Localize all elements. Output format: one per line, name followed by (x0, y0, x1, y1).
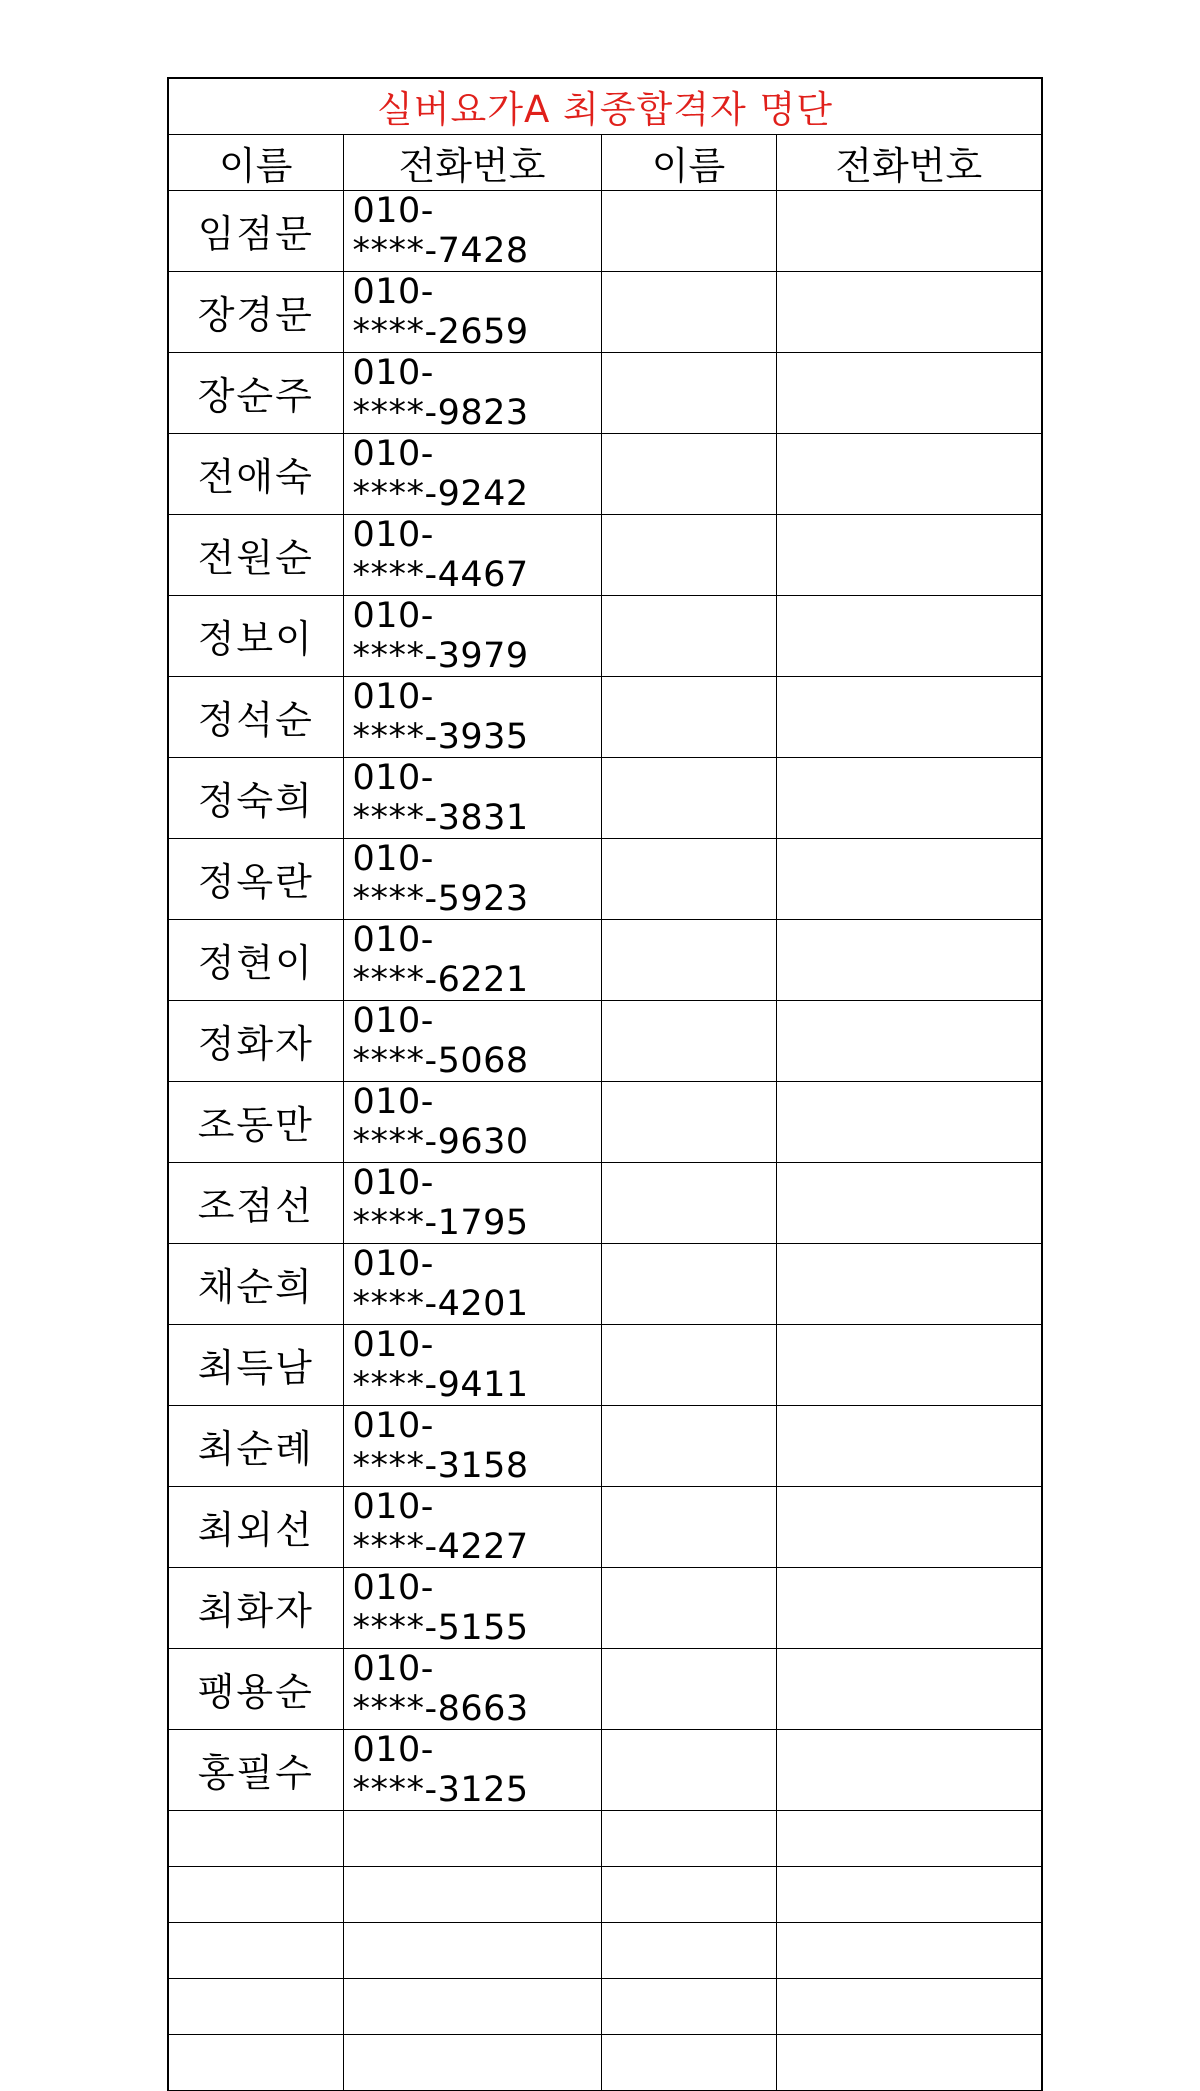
row-phone: 010-****-3979 (343, 595, 601, 676)
empty-cell (601, 1243, 776, 1324)
empty-cell (601, 1000, 776, 1081)
table-row (168, 919, 1042, 1000)
empty-cell (601, 2034, 776, 2090)
empty-cell (601, 1486, 776, 1567)
empty-row (168, 1922, 1042, 1978)
empty-cell (776, 757, 1042, 838)
row-phone: 010-****-7428 (343, 190, 601, 271)
table-row (168, 271, 1042, 352)
row-name: 최순례 (168, 1405, 343, 1486)
empty-cell (601, 1978, 776, 2034)
empty-cell (601, 1567, 776, 1648)
title-row (168, 78, 1042, 134)
table-row (168, 1729, 1042, 1810)
row-name: 최화자 (168, 1567, 343, 1648)
row-phone: 010-****-9630 (343, 1081, 601, 1162)
empty-cell (601, 838, 776, 919)
empty-row (168, 1978, 1042, 2034)
table-row (168, 1567, 1042, 1648)
empty-cell (776, 2034, 1042, 2090)
row-name: 임점문 (168, 190, 343, 271)
empty-cell (601, 1081, 776, 1162)
row-name: 전원순 (168, 514, 343, 595)
empty-cell (776, 190, 1042, 271)
row-name: 전애숙 (168, 433, 343, 514)
empty-cell (601, 433, 776, 514)
row-phone: 010-****-8663 (343, 1648, 601, 1729)
roster-sheet (167, 77, 1041, 1810)
empty-cell (601, 1729, 776, 1810)
row-name: 채순희 (168, 1243, 343, 1324)
empty-cell (776, 676, 1042, 757)
table-row (168, 1324, 1042, 1405)
row-phone: 010-****-3158 (343, 1405, 601, 1486)
empty-cell (601, 595, 776, 676)
empty-cell (601, 1324, 776, 1405)
table-row (168, 838, 1042, 919)
header-name-2: 이름 (601, 134, 776, 190)
empty-cell (776, 1648, 1042, 1729)
empty-cell (601, 514, 776, 595)
row-name: 정현이 (168, 919, 343, 1000)
empty-cell (601, 676, 776, 757)
row-phone: 010-****-5068 (343, 1000, 601, 1081)
roster-body (168, 190, 1042, 2090)
table-row (168, 1405, 1042, 1486)
row-name: 장순주 (168, 352, 343, 433)
table-row (168, 1486, 1042, 1567)
empty-cell (776, 595, 1042, 676)
empty-cell (776, 1866, 1042, 1922)
row-name: 정석순 (168, 676, 343, 757)
empty-cell (776, 1000, 1042, 1081)
empty-cell (168, 1866, 343, 1922)
empty-cell (601, 1866, 776, 1922)
empty-cell (601, 1810, 776, 1866)
row-phone: 010-****-4227 (343, 1486, 601, 1567)
empty-cell (776, 919, 1042, 1000)
empty-cell (601, 1648, 776, 1729)
empty-cell (776, 433, 1042, 514)
empty-cell (168, 1922, 343, 1978)
row-phone: 010-****-4467 (343, 514, 601, 595)
empty-cell (776, 1243, 1042, 1324)
table-row (168, 514, 1042, 595)
row-phone: 010-****-5155 (343, 1567, 601, 1648)
row-phone: 010-****-3935 (343, 676, 601, 757)
empty-cell (601, 1162, 776, 1243)
table-row (168, 1081, 1042, 1162)
roster-table (167, 77, 1043, 2091)
table-row (168, 190, 1042, 271)
empty-row (168, 1810, 1042, 1866)
table-row (168, 1648, 1042, 1729)
empty-cell (343, 1978, 601, 2034)
empty-cell (601, 1405, 776, 1486)
row-phone: 010-****-2659 (343, 271, 601, 352)
empty-cell (776, 1810, 1042, 1866)
empty-cell (601, 190, 776, 271)
empty-cell (776, 1405, 1042, 1486)
row-name: 장경문 (168, 271, 343, 352)
table-row (168, 676, 1042, 757)
empty-cell (776, 271, 1042, 352)
empty-cell (343, 1922, 601, 1978)
table-row (168, 595, 1042, 676)
empty-cell (776, 1729, 1042, 1810)
empty-cell (776, 1922, 1042, 1978)
table-row (168, 1243, 1042, 1324)
row-name: 정옥란 (168, 838, 343, 919)
empty-cell (776, 1567, 1042, 1648)
row-name: 팽용순 (168, 1648, 343, 1729)
row-name: 최득남 (168, 1324, 343, 1405)
empty-cell (601, 271, 776, 352)
empty-cell (776, 1324, 1042, 1405)
row-phone: 010-****-5923 (343, 838, 601, 919)
table-row (168, 1000, 1042, 1081)
empty-cell (343, 2034, 601, 2090)
empty-cell (601, 1922, 776, 1978)
row-phone: 010-****-6221 (343, 919, 601, 1000)
empty-cell (776, 1081, 1042, 1162)
row-phone: 010-****-4201 (343, 1243, 601, 1324)
empty-cell (343, 1810, 601, 1866)
header-phone-2: 전화번호 (776, 134, 1042, 190)
empty-cell (343, 1866, 601, 1922)
empty-cell (776, 1978, 1042, 2034)
header-row (168, 134, 1042, 190)
row-phone: 010-****-9823 (343, 352, 601, 433)
table-row (168, 352, 1042, 433)
empty-cell (601, 919, 776, 1000)
row-phone: 010-****-3831 (343, 757, 601, 838)
row-name: 정숙희 (168, 757, 343, 838)
empty-cell (776, 1162, 1042, 1243)
row-name: 정보이 (168, 595, 343, 676)
empty-cell (601, 352, 776, 433)
table-title: 실버요가A 최종합격자 명단 (168, 78, 1042, 134)
row-name: 조동만 (168, 1081, 343, 1162)
empty-cell (776, 1486, 1042, 1567)
empty-cell (168, 1978, 343, 2034)
empty-cell (601, 757, 776, 838)
row-phone: 010-****-3125 (343, 1729, 601, 1810)
row-name: 최외선 (168, 1486, 343, 1567)
empty-cell (168, 2034, 343, 2090)
row-phone: 010-****-1795 (343, 1162, 601, 1243)
empty-row (168, 1866, 1042, 1922)
empty-row (168, 2034, 1042, 2090)
empty-cell (776, 838, 1042, 919)
row-phone: 010-****-9242 (343, 433, 601, 514)
table-row (168, 1162, 1042, 1243)
empty-cell (776, 514, 1042, 595)
row-name: 홍필수 (168, 1729, 343, 1810)
header-phone-1: 전화번호 (343, 134, 601, 190)
row-name: 정화자 (168, 1000, 343, 1081)
header-name-1: 이름 (168, 134, 343, 190)
table-row (168, 433, 1042, 514)
table-row (168, 757, 1042, 838)
row-name: 조점선 (168, 1162, 343, 1243)
row-phone: 010-****-9411 (343, 1324, 601, 1405)
empty-cell (168, 1810, 343, 1866)
empty-cell (776, 352, 1042, 433)
